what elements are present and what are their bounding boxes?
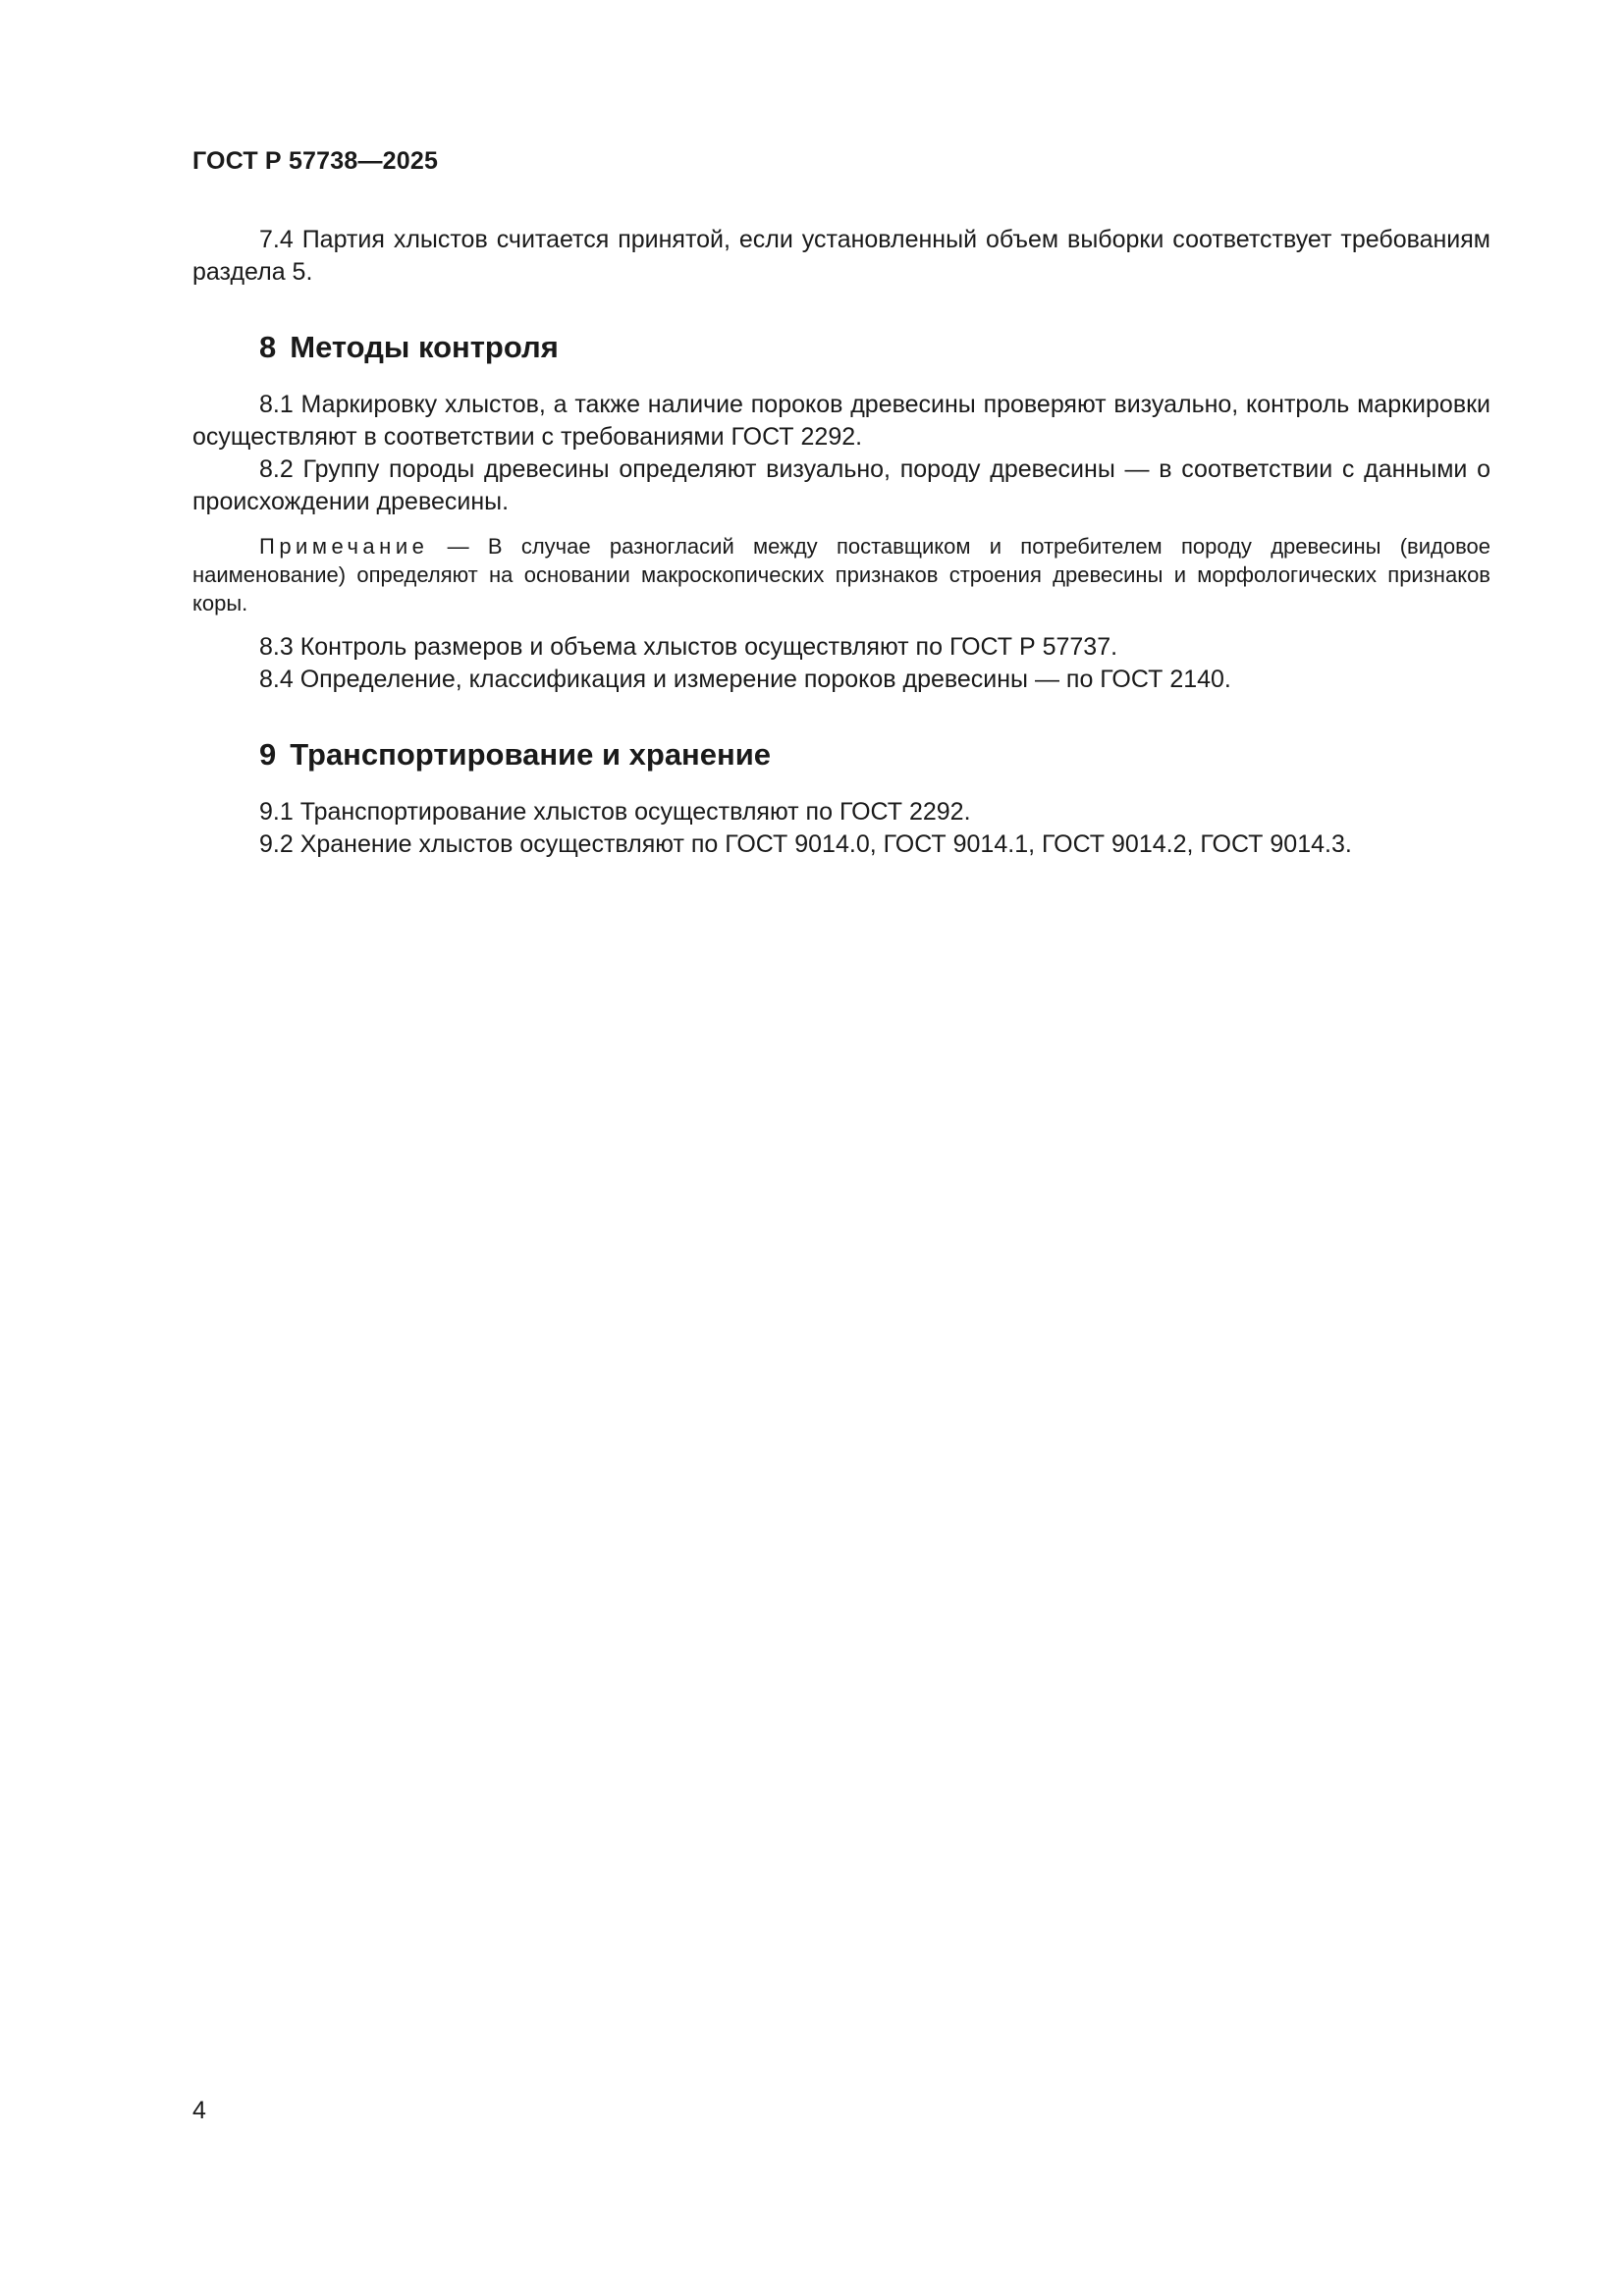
paragraph-8-4: 8.4 Определение, классификация и измерение пороков древесины — по ГОСТ 2140. bbox=[259, 666, 1231, 693]
document-header: ГОСТ Р 57738—2025 bbox=[192, 147, 439, 175]
paragraph-9-2: 9.2 Хранение хлыстов осуществляют по ГОСТ 9014.0, ГОСТ 9014.1, ГОСТ 9014.2, ГОСТ 9014.3. bbox=[259, 830, 1352, 858]
paragraph-7-4: 7.4 Партия хлыстов считается принятой, если установленный объем выборки соответствует требованиям раздела 5. bbox=[192, 226, 1490, 286]
note-label: Примечание bbox=[259, 534, 429, 559]
paragraph-8-2: 8.2 Группу породы древесины определяют визуально, породу древесины — в соответствии с данными о происхождении древесины. bbox=[192, 455, 1490, 515]
note-text: — В случае разногласий между поставщиком и потребителем породу древесины (видовое наименование) определяют на основании макроскопических признаков строения древесины и морфологических признаков коры. bbox=[192, 534, 1490, 615]
section-9-number: 9 bbox=[259, 737, 277, 772]
page-number: 4 bbox=[192, 2097, 206, 2124]
section-9-heading bbox=[192, 735, 1490, 774]
section-8-number: 8 bbox=[259, 330, 277, 364]
section-9-title: Транспортирование и хранение bbox=[290, 737, 772, 772]
paragraph-8-3: 8.3 Контроль размеров и объема хлыстов осуществляют по ГОСТ Р 57737. bbox=[259, 633, 1118, 661]
paragraph-8-1: 8.1 Маркировку хлыстов, а также наличие пороков древесины проверяют визуально, контроль маркировки осуществляют в соответствии с требованиями ГОСТ 2292. bbox=[192, 391, 1490, 451]
page-content bbox=[192, 224, 1490, 861]
section-8-heading bbox=[192, 328, 1490, 367]
section-8-title: Методы контроля bbox=[290, 330, 559, 364]
paragraph-9-1: 9.1 Транспортирование хлыстов осуществляют по ГОСТ 2292. bbox=[259, 798, 971, 826]
note-paragraph bbox=[192, 532, 1490, 617]
